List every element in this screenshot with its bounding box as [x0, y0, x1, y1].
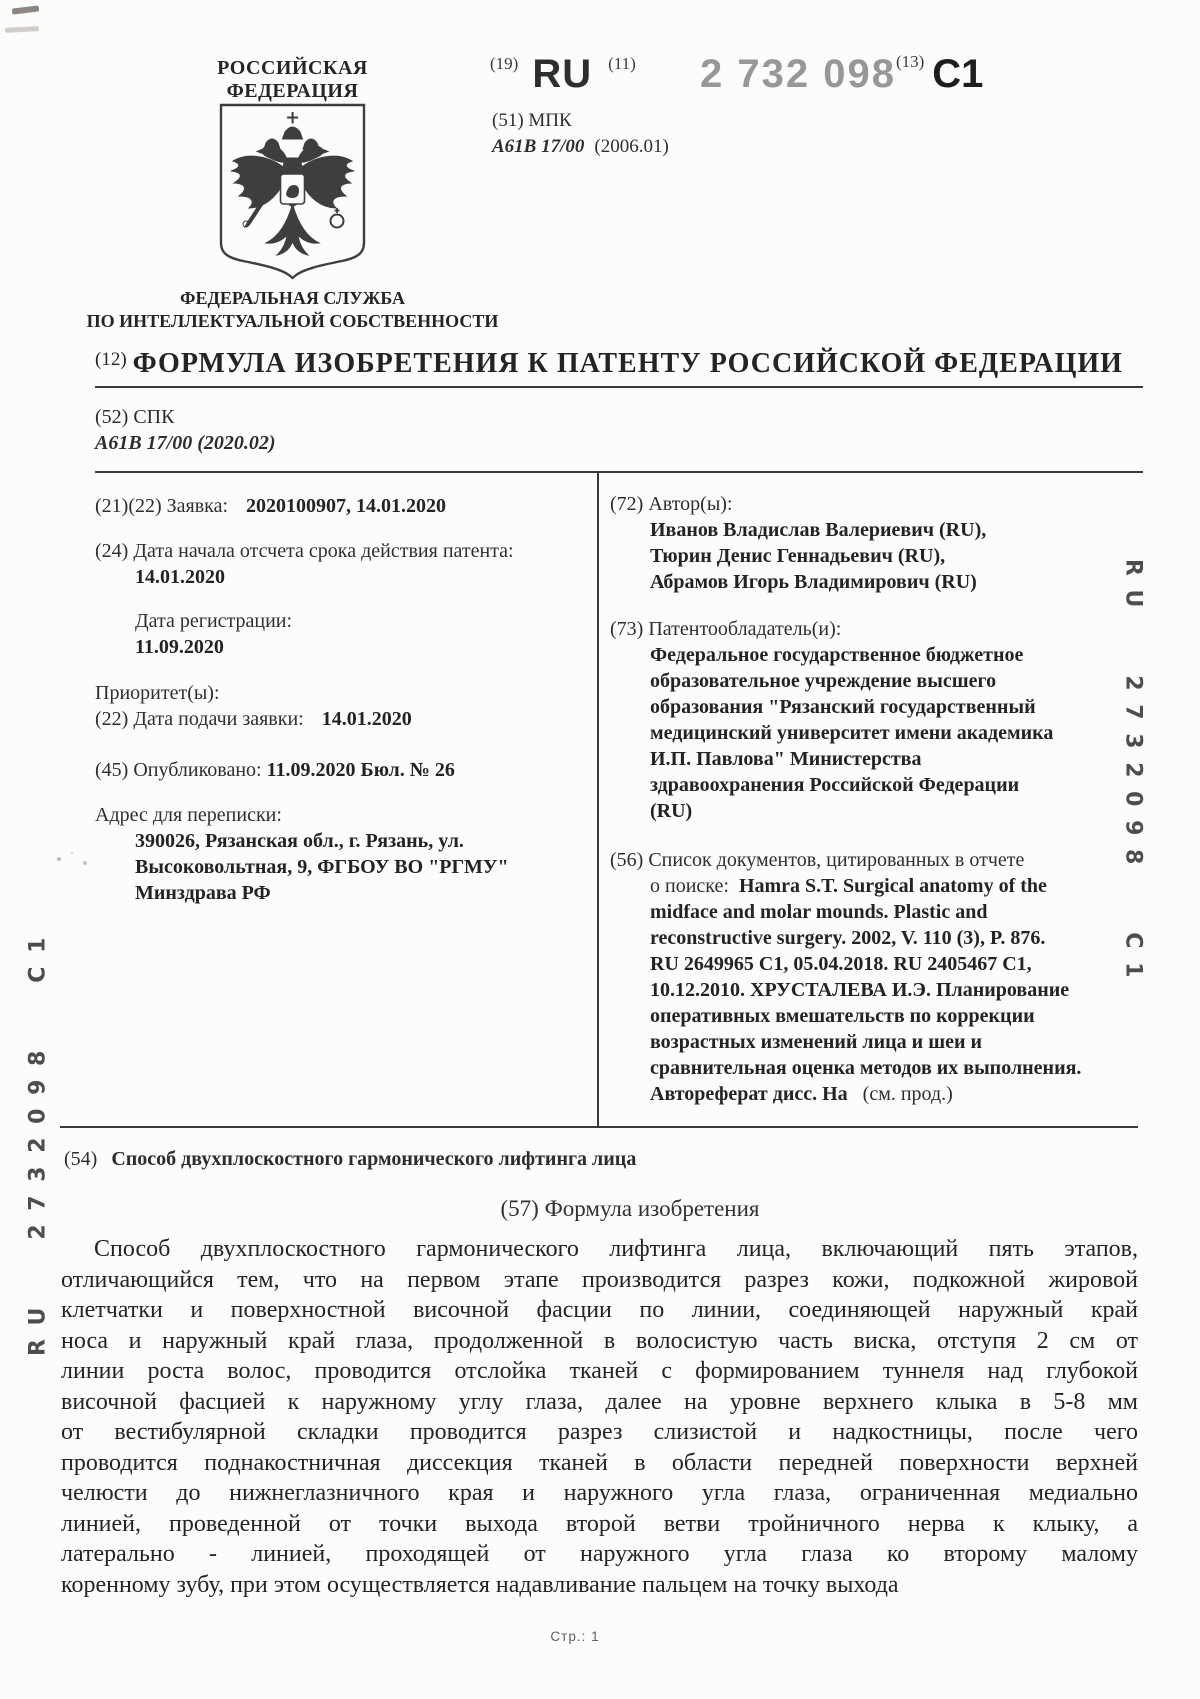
claims-line: латерально - линией, проходящей от наружного угла глаза ко второму малому: [61, 1541, 1138, 1567]
inid-13: (13): [895, 52, 925, 71]
biblio-right-column: [610, 471, 1120, 1107]
claims-line: линией, проведенной от точки выхода второй ветви тройничного нерва к клыку, а: [61, 1510, 1138, 1537]
term-start-value: 14.01.2020: [135, 566, 225, 588]
publication-number-block: [700, 52, 983, 97]
claims-paragraph: [61, 1234, 1138, 1600]
citations-line: reconstructive surgery. 2002, V. 110 (3), P. 876.: [650, 927, 1046, 949]
claims-line: клетчатки и поверхностной височной фасции по линии, соединяющей наружный край: [61, 1297, 1138, 1323]
holder-line: здравоохранения Российской Федерации: [650, 774, 1020, 796]
claims-line: Способ двухплоскостного гармонического лифтинга лица, включающий пять этапов,: [94, 1236, 1138, 1262]
filing-value: 14.01.2020: [321, 708, 412, 730]
ipc-version: (2006.01): [594, 136, 669, 157]
claims-line: проводится поднакостничная диссекция тканей в области передней поверхности верхней: [61, 1449, 1138, 1476]
citations-line: 10.12.2010. ХРУСТАЛЕВА И.Э. Планирование: [650, 979, 1070, 1001]
citations-line: [610, 873, 1120, 899]
holder-label: (73) Патентообладатель(и):: [610, 618, 842, 640]
publication-number: 2 732 098: [700, 52, 896, 96]
agency-line-2: ПО ИНТЕЛЛЕКТУАЛЬНОЙ СОБСТВЕННОСТИ: [86, 311, 499, 331]
ipc-section-label: (51) МПК: [492, 110, 572, 131]
address-row: [95, 802, 592, 906]
citation-text: Hamra S.T. Surgical anatomy of the: [738, 875, 1047, 897]
holder-line: образовательное учреждение высшего: [650, 670, 997, 692]
authors-label: (72) Автор(ы):: [610, 493, 733, 515]
claims-line: линии роста волос, проводится отслойка тканей с формированием туннеля над глубокой: [61, 1358, 1138, 1384]
holder-line: Федеральное государственное бюджетное: [650, 644, 1024, 666]
citations-label-2: о поиске:: [650, 875, 729, 897]
citations-label: (56) Список документов, цитированных в отчете: [610, 849, 1025, 871]
authors-row: [610, 491, 1120, 595]
continuation-note: (см. прод.): [862, 1083, 953, 1105]
published-value: 11.09.2020 Бюл. № 26: [266, 759, 455, 781]
address-line: Высоковольтная, 9, ФГБОУ ВО "РГМУ": [135, 856, 509, 878]
holder-line: (RU): [650, 800, 693, 822]
application-value: 2020100907, 14.01.2020: [246, 495, 447, 517]
claims-line: височной фасцией к наружному углу глаза, далее на уровне верхнего клыка в 5-8 мм: [61, 1388, 1138, 1415]
citations-line: RU 2649965 C1, 05.04.2018. RU 2405467 C1,: [650, 953, 1032, 975]
agency-name: [60, 287, 525, 333]
registration-label: Дата регистрации:: [135, 610, 293, 632]
invention-title: Способ двухплоскостного гармонического лифтинга лица: [111, 1148, 637, 1170]
holder-line: медицинский университет имени академика: [650, 722, 1054, 744]
priority-row: [95, 680, 592, 732]
document-title-text: ФОРМУЛА ИЗОБРЕТЕНИЯ К ПАТЕНТУ РОССИЙСКОЙ ФЕДЕРАЦИИ: [132, 348, 1123, 379]
biblio-left-column: [95, 471, 592, 906]
author-name: Тюрин Денис Геннадьевич (RU),: [650, 545, 946, 567]
holder-line: И.П. Павлова" Министерства: [650, 748, 922, 770]
published-label: (45) Опубликовано:: [95, 759, 262, 781]
application-label: (21)(22) Заявка:: [95, 495, 229, 517]
claims-line: челюсти до нижнеглазничного края и наружного угла глаза, ограниченная медиально: [61, 1480, 1138, 1506]
holder-row: [610, 616, 1120, 824]
coat-of-arms-emblem: [216, 100, 369, 280]
address-label: Адрес для переписки:: [95, 804, 282, 826]
address-line: Минздрава РФ: [135, 882, 271, 904]
author-name: Иванов Владислав Валериевич (RU),: [650, 519, 987, 541]
invention-title-row: [64, 1148, 636, 1171]
citation-text: Автореферат дисс. На: [650, 1083, 848, 1105]
inid-54: (54): [64, 1148, 98, 1170]
inid-11: (11): [608, 54, 636, 73]
inid-12: (12): [95, 349, 127, 370]
country-name: РОССИЙСКАЯ ФЕДЕРАЦИЯ: [217, 57, 368, 102]
address-line: 390026, Рязанская обл., г. Рязань, ул.: [135, 830, 464, 852]
citations-row: [610, 847, 1120, 1107]
scan-artifact: [5, 26, 39, 33]
citations-line: [610, 1081, 1120, 1107]
published-row: [95, 757, 592, 783]
publication-codes: [490, 52, 636, 97]
page-number: Стр.: 1: [550, 1629, 600, 1644]
citations-line: возрастных изменений лица и шеи и: [650, 1031, 983, 1053]
ipc-classification: [492, 136, 669, 158]
claims-line: отличающийся тем, что на первом этапе производится разрез кожи, подкожной жировой: [61, 1266, 1138, 1293]
country-code: RU: [532, 52, 593, 96]
title-underline: [95, 386, 1143, 388]
cpc-section-label: (52) СПК: [95, 406, 175, 428]
document-title: [95, 348, 1155, 380]
author-name: Абрамов Игорь Владимирович (RU): [650, 571, 977, 593]
agency-line-1: ФЕДЕРАЛЬНАЯ СЛУЖБА: [180, 288, 405, 308]
claims-line: носа и наружный край глаза, продолженной в волосистую часть виска, отступя 2 см от: [61, 1327, 1138, 1354]
sidebar-publication-number-right: RU 2732098 C1: [1120, 558, 1146, 992]
citations-line: сравнительная оценка методов их выполнения.: [650, 1057, 1082, 1079]
filing-row: [95, 706, 592, 732]
kind-code: C1: [932, 52, 984, 96]
priority-label: Приоритет(ы):: [95, 682, 220, 704]
claims-heading: (57) Формула изобретения: [500, 1196, 760, 1221]
citations-line: midface and molar mounds. Plastic and: [650, 901, 988, 923]
term-start-label: (24) Дата начала отсчета срока действия патента:: [95, 540, 514, 562]
scan-artifact: [57, 857, 61, 861]
citations-line: оперативных вмешательств по коррекции: [650, 1005, 1035, 1027]
inid-19: (19): [490, 54, 519, 73]
term-start-row: [95, 538, 592, 590]
claims-line: коренному зубу, при этом осуществляется надавливание пальцем на точку выхода: [61, 1571, 899, 1598]
holder-line: образования "Рязанский государственный: [650, 696, 1036, 718]
ipc-code: A61B 17/00: [492, 136, 585, 157]
filing-label: (22) Дата подачи заявки:: [95, 708, 304, 730]
cpc-classification: A61B 17/00 (2020.02): [95, 432, 276, 454]
table-bottom-rule: [60, 1126, 1138, 1128]
application-row: [95, 493, 592, 519]
sidebar-publication-number-left: RU 2732098 C1: [25, 923, 51, 1357]
table-column-divider: [597, 471, 599, 1127]
registration-value: 11.09.2020: [135, 636, 224, 658]
claims-line: от вестибулярной складки проводится разрез слизистой и надкостницы, после чего: [61, 1419, 1138, 1445]
registration-row: [95, 608, 592, 660]
scan-artifact: [12, 5, 40, 14]
